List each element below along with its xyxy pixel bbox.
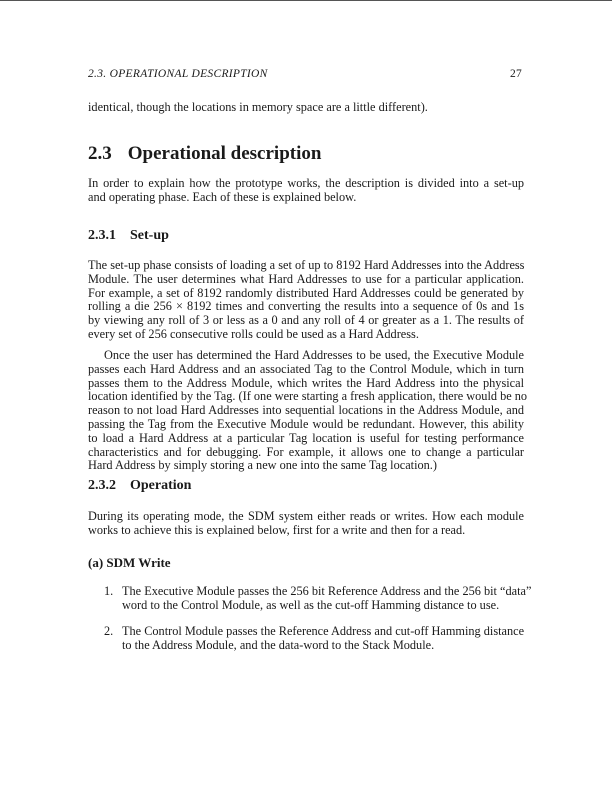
subsection-heading-operation: 2.3.2 Operation [88,478,192,493]
text-line: characteristics and for debugging. For example, it allows one to change a particular [88,444,524,459]
carryover-text: identical, though the locations in memory space are a little different). [88,100,428,114]
text-line: to the Address Module, and the data-word to the Stack Module. [122,637,435,652]
text-line: In order to explain how the prototype works, the description is divided into a set-up [88,176,524,190]
text-line: every set of 256 consecutive rolls could be used as a Hard Address. [88,327,419,341]
text-line: works to achieve this is explained below, first for a write and then for a read. [88,522,466,537]
text-line: to load a Hard Address at a particular Tag location is useful for testing performance [88,430,524,445]
text-line: location identified by the Tag. (If one were starting a fresh application, there would be no [88,389,528,404]
text-line: reason to not load Hard Addresses into sequential locations in the Address Module, and [88,403,524,418]
text-line: passes them to the Address Module, which writes the Hard Address into the physical [88,375,524,390]
text-line: Module. The user determines what Hard Addresses to use for a particular application. [88,271,524,286]
text-line: Hard Address by simply storing a new one into the same Tag location.) [88,458,437,473]
text-line: passing the Tag from the Executive Module would be redundant. However, this ability [88,417,524,431]
text-line: word to the Control Module, as well as the cut-off Hamming distance to use. [122,597,500,612]
text-line: passes each Hard Address and an associated Tag to the Control Module, which in turn [88,361,524,376]
text-line: During its operating mode, the SDM system either reads or writes. How each module [88,509,524,523]
text-line: and operating phase. Each of these is explained below. [88,189,357,204]
subsection-heading-setup: 2.3.1 Set-up [88,228,169,243]
text-line: For example, a set of 8192 randomly distributed Hard Addresses could be generated by [88,285,524,300]
scan-edge-line [0,0,612,1]
text-line: Once the user has determined the Hard Addresses to be used, the Executive Module [104,348,524,362]
text-line: The Executive Module passes the 256 bit Reference Address and the 256 bit “data” [122,584,532,598]
text-line: by viewing any roll of 3 or less as a 0 and any roll of 4 or greater as a 1. The results of [88,313,524,328]
page-number: 27 [510,68,523,80]
text-line: The set-up phase consists of loading a set of up to 8192 Hard Addresses into the Address [88,258,525,272]
text-line: rolling a die 256 × 8192 times and converting the results into a sequence of 0s and 1s [88,299,524,314]
list-number: 1. [104,584,114,598]
section-heading: 2.3 Operational description [88,143,322,164]
running-header: 2.3. OPERATIONAL DESCRIPTION [88,68,268,80]
list-number: 2. [104,624,114,638]
sdm-write-heading: (a) SDM Write [88,555,171,570]
text-line: The Control Module passes the Reference Address and cut-off Hamming distance [122,624,525,638]
